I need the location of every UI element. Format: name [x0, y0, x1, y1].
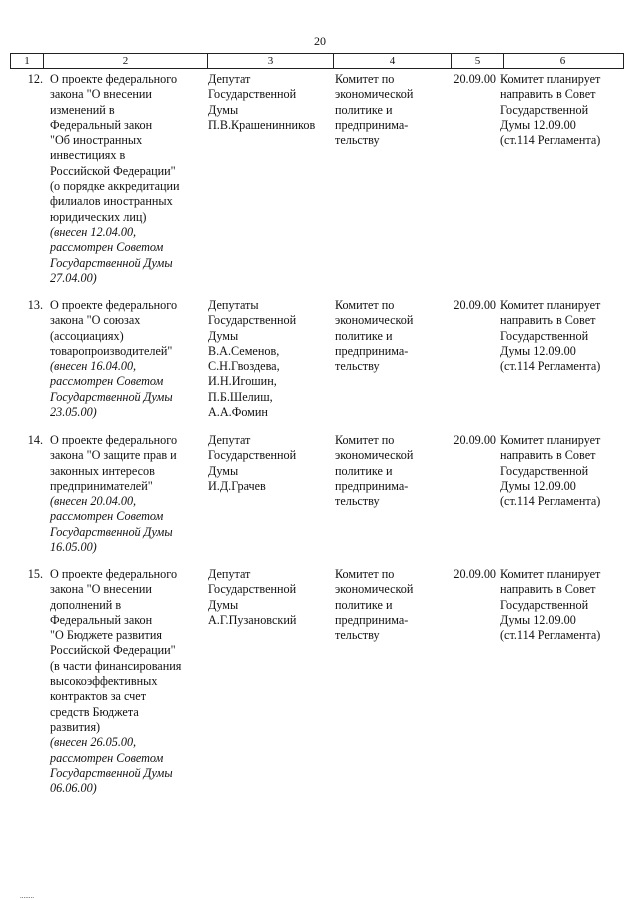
submission-note-line: 27.04.00) [50, 270, 97, 285]
committee-cell-line: предпринима- [335, 612, 409, 627]
author-cell-line: Думы [208, 463, 239, 478]
date-cell-line: 20.09.00 [453, 72, 496, 86]
plan-cell [500, 298, 625, 374]
bill-title-line: О проекте федерального [50, 567, 178, 581]
submission-note-line: Государственной Думы [50, 389, 173, 404]
committee-cell-line: предпринима- [335, 117, 409, 132]
bill-title-line: Федеральный закон [50, 117, 153, 132]
author-cell-line: П.Б.Шелиш, [208, 389, 273, 404]
submission-note-line: Государственной Думы [50, 255, 173, 270]
submission-note-line: 23.05.00) [50, 405, 97, 420]
bill-title-line: юридических лиц) [50, 209, 147, 224]
footer-line: ........ [20, 892, 34, 898]
committee-cell [335, 433, 440, 509]
bill-title-line: закона "О защите прав и [50, 448, 177, 463]
submission-note-line: Государственной Думы [50, 524, 173, 539]
committee-cell-line: экономической [335, 582, 414, 597]
plan-cell-line: (ст.114 Регламента) [500, 494, 601, 509]
plan-cell-line: направить в Совет [500, 582, 596, 597]
bill-title-line: (о порядке аккредитации [50, 179, 180, 194]
column-number-3: 3 [208, 54, 334, 68]
committee-cell-line: тельству [335, 133, 380, 148]
plan-cell [500, 72, 625, 148]
plan-cell-line: (ст.114 Регламента) [500, 133, 601, 148]
date-cell [440, 72, 496, 87]
committee-cell [335, 298, 440, 374]
committee-cell-line: тельству [335, 359, 380, 374]
author-cell-line: А.А.Фомин [208, 405, 268, 420]
date-cell-line: 20.09.00 [453, 298, 496, 312]
plan-cell-line: Государственной [500, 102, 589, 117]
plan-cell [500, 567, 625, 643]
author-cell-line: Государственной [208, 87, 297, 102]
row-number [10, 433, 43, 448]
bill-title-line: развития) [50, 719, 101, 734]
committee-cell-line: Комитет по [335, 567, 395, 581]
row-number [10, 72, 43, 87]
bill-title-line: "Об иностранных [50, 133, 143, 148]
bill-title [50, 72, 200, 286]
submission-note-line: рассмотрен Советом [50, 240, 164, 255]
column-number-4: 4 [334, 54, 452, 68]
plan-cell-line: Комитет планирует [500, 433, 601, 447]
date-cell [440, 567, 496, 582]
committee-cell-line: политике и [335, 597, 393, 612]
plan-cell-line: Государственной [500, 328, 589, 343]
submission-note-line: рассмотрен Советом [50, 750, 164, 765]
plan-cell-line: Думы 12.09.00 [500, 117, 576, 132]
row-number-line: 14. [27, 433, 43, 447]
bill-title-line: закона "О союзах [50, 313, 141, 328]
date-cell [440, 298, 496, 313]
committee-cell-line: предпринима- [335, 343, 409, 358]
committee-cell-line: тельству [335, 628, 380, 643]
author-cell-line: Думы [208, 102, 239, 117]
row-number-line: 12. [27, 72, 43, 86]
committee-cell-line: экономической [335, 87, 414, 102]
bill-title-line: О проекте федерального [50, 298, 178, 312]
author-cell [208, 567, 333, 628]
bill-title-line: дополнений в [50, 597, 122, 612]
committee-cell-line: тельству [335, 494, 380, 509]
row-number [10, 567, 43, 582]
column-number-2: 2 [44, 54, 208, 68]
bill-title-line: О проекте федерального [50, 433, 178, 447]
committee-cell-line: экономической [335, 448, 414, 463]
submission-note-line: (внесен 26.05.00, [50, 735, 137, 750]
plan-cell [500, 433, 625, 509]
date-cell-line: 20.09.00 [453, 433, 496, 447]
row-number-line: 13. [27, 298, 43, 312]
author-cell-line: Депутат [208, 72, 251, 86]
bill-title-line: закона "О внесении [50, 582, 152, 597]
committee-cell-line: предпринима- [335, 478, 409, 493]
page-number: 20 [314, 34, 326, 48]
committee-cell-line: политике и [335, 102, 393, 117]
author-cell-line: Депутат [208, 567, 251, 581]
submission-note-line: 06.06.00) [50, 781, 97, 796]
plan-cell-line: Государственной [500, 597, 589, 612]
submission-note-line: Государственной Думы [50, 765, 173, 780]
bill-title-line: инвестициях в [50, 148, 126, 163]
submission-note-line: рассмотрен Советом [50, 374, 164, 389]
author-cell [208, 433, 333, 494]
bill-title-line: изменений в [50, 102, 115, 117]
submission-note-line: (внесен 12.04.00, [50, 224, 137, 239]
plan-cell-line: (ст.114 Регламента) [500, 359, 601, 374]
date-cell [440, 433, 496, 448]
plan-cell-line: направить в Совет [500, 448, 596, 463]
committee-cell-line: Комитет по [335, 72, 395, 86]
committee-cell-line: экономической [335, 313, 414, 328]
plan-cell-line: Комитет планирует [500, 72, 601, 86]
author-cell-line: И.Д.Грачев [208, 478, 266, 493]
author-cell-line: Думы [208, 597, 239, 612]
author-cell [208, 298, 333, 420]
author-cell-line: Депутаты [208, 298, 259, 312]
submission-note-line: (внесен 16.04.00, [50, 359, 137, 374]
plan-cell-line: (ст.114 Регламента) [500, 628, 601, 643]
author-cell-line: И.Н.Игошин, [208, 374, 277, 389]
column-number-5: 5 [452, 54, 504, 68]
author-cell-line: Государственной [208, 582, 297, 597]
plan-cell-line: Комитет планирует [500, 298, 601, 312]
plan-cell-line: Думы 12.09.00 [500, 478, 576, 493]
bill-title-line: филиалов иностранных [50, 194, 173, 209]
column-number-1: 1 [11, 54, 44, 68]
bill-title-line: Федеральный закон [50, 612, 153, 627]
author-cell-line: Депутат [208, 433, 251, 447]
author-cell-line: С.Н.Гвоздева, [208, 359, 280, 374]
author-cell-line: П.В.Крашенинников [208, 117, 316, 132]
bill-title-line: (в части финансирования [50, 658, 182, 673]
plan-cell-line: направить в Совет [500, 87, 596, 102]
submission-note-line: (внесен 20.04.00, [50, 494, 137, 509]
bill-title-line: контрактов за счет [50, 689, 147, 704]
plan-cell-line: Думы 12.09.00 [500, 612, 576, 627]
committee-cell [335, 567, 440, 643]
author-cell-line: Думы [208, 328, 239, 343]
table-header-row [10, 53, 624, 69]
bill-title-line: Российской Федерации" [50, 163, 176, 178]
author-cell-line: Государственной [208, 313, 297, 328]
submission-note-line: рассмотрен Советом [50, 509, 164, 524]
committee-cell-line: политике и [335, 463, 393, 478]
plan-cell-line: Думы 12.09.00 [500, 343, 576, 358]
author-cell [208, 72, 333, 133]
committee-cell-line: Комитет по [335, 433, 395, 447]
bill-title-line: средств Бюджета [50, 704, 139, 719]
row-number-line: 15. [27, 567, 43, 581]
bill-title-line: высокоэффективных [50, 674, 158, 689]
author-cell-line: Государственной [208, 448, 297, 463]
plan-cell-line: Государственной [500, 463, 589, 478]
bill-title-line: законных интересов [50, 463, 155, 478]
bill-title [50, 433, 200, 555]
bill-title [50, 298, 200, 420]
author-cell-line: В.А.Семенов, [208, 343, 280, 358]
submission-note-line: 16.05.00) [50, 540, 97, 555]
plan-cell-line: направить в Совет [500, 313, 596, 328]
bill-title-line: Российской Федерации" [50, 643, 176, 658]
date-cell-line: 20.09.00 [453, 567, 496, 581]
author-cell-line: А.Г.Пузановский [208, 612, 297, 627]
committee-cell-line: Комитет по [335, 298, 395, 312]
bill-title-line: О проекте федерального [50, 72, 178, 86]
bill-title-line: предпринимателей" [50, 478, 153, 493]
bill-title [50, 567, 200, 796]
bill-title-line: "О Бюджете развития [50, 628, 163, 643]
column-number-6: 6 [559, 55, 566, 67]
bill-title-line: закона "О внесении [50, 87, 152, 102]
plan-cell-line: Комитет планирует [500, 567, 601, 581]
bill-title-line: товаропроизводителей" [50, 343, 173, 358]
committee-cell [335, 72, 440, 148]
committee-cell-line: политике и [335, 328, 393, 343]
row-number [10, 298, 43, 313]
bill-title-line: (ассоциациях) [50, 328, 124, 343]
